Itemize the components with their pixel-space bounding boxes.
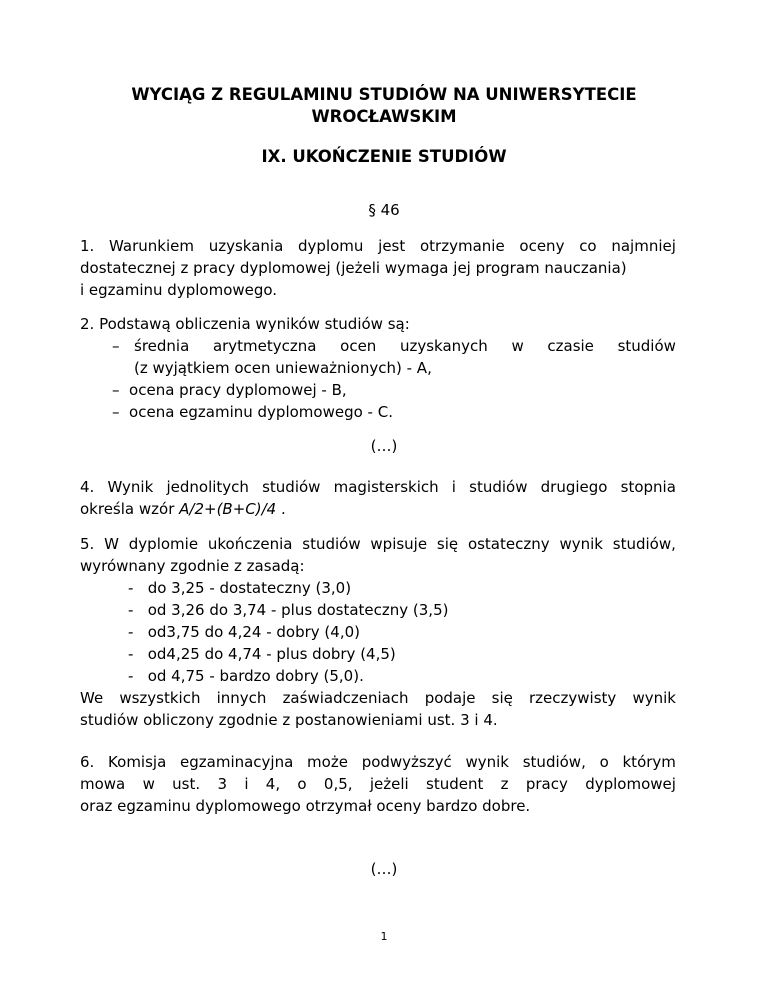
word: rzeczywisty [529,689,617,707]
word: podwyższyć [361,753,452,771]
word: innych [216,689,267,707]
word: czasie [547,337,594,355]
word: jeżeli [369,775,409,793]
word: w [142,775,155,793]
word: Wynik [107,478,154,496]
paragraph-5-line-1 [80,533,676,555]
list-dash: – [112,337,120,355]
formula: A/2+(B+C)/4 [179,500,277,518]
word: 0,5, [323,775,353,793]
title-line-1: WYCIĄG Z REGULAMINU STUDIÓW NA UNIWERSYTECIE [131,85,637,104]
word: średnia [134,337,190,355]
word: wynik [632,689,676,707]
word: ukończenia [207,535,293,553]
paragraph-4 [80,476,676,520]
paragraph-6-line-2 [80,773,676,795]
word: i [244,775,249,793]
word: student [426,775,484,793]
word: wynik [559,535,603,553]
word: studiów, [522,753,586,771]
word: co [579,237,597,255]
word: może [307,753,348,771]
word: uzyskanych [399,337,488,355]
word: magisterskich [333,478,439,496]
paragraph-4-line-2 [80,498,676,520]
word: 3 [217,775,227,793]
paragraph-5-closing-line-1 [80,687,676,709]
word: 6. [80,753,95,771]
paragraph-5-line-2: wyrównany zgodnie z zasadą: [80,557,305,575]
word: oceny [519,237,565,255]
grade-item: - do 3,25 - dostateczny (3,0) [128,579,352,597]
paragraph-1-line-2: dostatecznej z pracy dyplomowej (jeżeli wymaga jej program nauczania) [80,259,627,277]
word: w [511,337,524,355]
paragraph-2 [80,313,676,335]
word: 4, [265,775,281,793]
document-title [80,84,688,128]
word: z [500,775,509,793]
word: jednolitych [166,478,249,496]
word: wynik [465,753,509,771]
word: uzyskania [208,237,284,255]
list-item-3: – ocena egzaminu dyplomowego - C. [112,403,393,421]
grade-list [128,577,448,687]
word: dyplomu [298,237,364,255]
word: wszystkich [119,689,201,707]
paragraph-5 [80,533,676,577]
paragraph-1 [80,235,676,301]
word: zaświadczeniach [282,689,409,707]
word: się [491,689,513,707]
word: studiów [469,478,528,496]
word: podaje [424,689,476,707]
word: jest [378,237,406,255]
word: stopnia [620,478,676,496]
ellipsis-1: (…) [370,437,398,455]
word: i [451,478,456,496]
word: ostateczny [467,535,550,553]
ellipsis-2: (…) [370,860,398,878]
word: Komisja [108,753,167,771]
word: egzaminacyjna [180,753,294,771]
grade-item: - od3,75 do 4,24 - dobry (4,0) [128,623,360,641]
title-line-2: WROCŁAWSKIM [311,107,457,126]
word: W [104,535,119,553]
word: najmniej [611,237,676,255]
grade-item: - od 3,26 do 3,74 - plus dostateczny (3,5) [128,601,449,619]
section-number: § 46 [368,201,400,219]
formula-suffix: . [276,500,286,518]
word: ust. [172,775,201,793]
word: drugiego [540,478,608,496]
word: 4. [80,478,95,496]
list-item-1 [134,335,676,379]
word: studiów [262,478,321,496]
word: otrzymanie [419,237,505,255]
word: arytmetyczna [212,337,317,355]
list-item-2: – ocena pracy dyplomowej - B, [112,381,347,399]
list-item-1-line-1 [134,335,676,357]
word: mowa [80,775,126,793]
grade-item: - od 4,75 - bardzo dobry (5,0). [128,667,364,685]
word: Warunkiem [109,237,194,255]
word: którym [622,753,676,771]
word: wpisuje [370,535,428,553]
paragraph-6 [80,751,676,817]
paragraph-5-closing [80,687,676,731]
formula-prefix: określa wzór [80,500,180,518]
word: dyplomie [128,535,199,553]
word: studiów [617,337,676,355]
word: się [436,535,459,553]
paragraph-1-line-3: i egzaminu dyplomowego. [80,281,278,299]
list-item-1-line-2: (z wyjątkiem ocen unieważnionych) - A, [134,359,432,377]
page-number: 1 [380,930,388,943]
word: 1. [80,237,95,255]
word: o [599,753,609,771]
word: studiów [302,535,361,553]
paragraph-4-line-1 [80,476,676,498]
paragraph-6-line-3: oraz egzaminu dyplomowego otrzymał oceny bardzo dobre. [80,797,531,815]
grade-item: - od4,25 do 4,74 - plus dobry (4,5) [128,645,396,663]
paragraph-2-intro: 2. Podstawą obliczenia wyników studiów są: [80,315,410,333]
paragraph-1-line-1 [80,235,676,257]
word: studiów, [612,535,676,553]
word: 5. [80,535,95,553]
chapter-heading: IX. UKOŃCZENIE STUDIÓW [261,147,507,166]
word: pracy [525,775,568,793]
word: dyplomowej [585,775,676,793]
paragraph-5-closing-line-2: studiów obliczony zgodnie z postanowieniami ust. 3 i 4. [80,711,498,729]
word: We [80,689,104,707]
paragraph-6-line-1 [80,751,676,773]
word: ocen [340,337,377,355]
word: o [297,775,307,793]
